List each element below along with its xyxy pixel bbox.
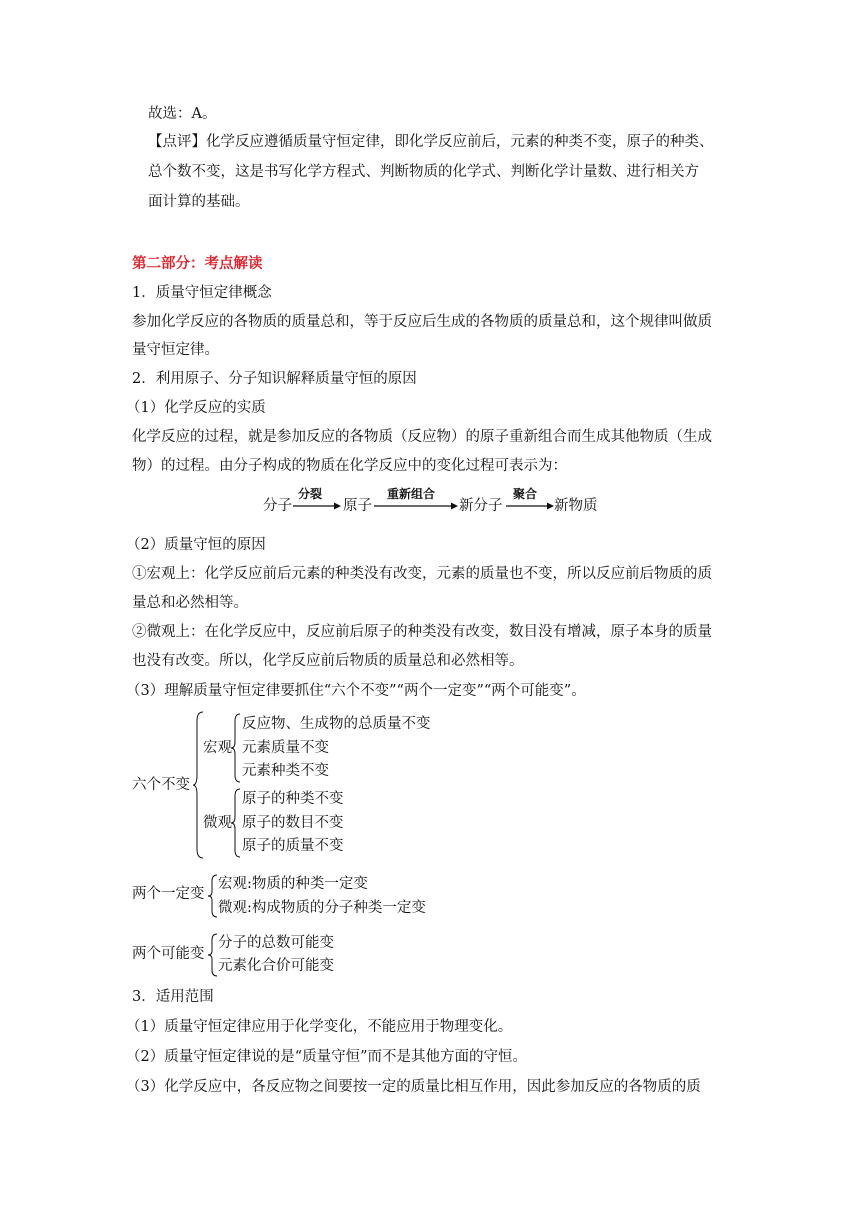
two-may-item-1: 分子的总数可能变: [218, 935, 334, 951]
macro-item-1: 反应物、生成物的总质量不变: [242, 716, 431, 732]
sub-heading-1: （1）化学反应的实质: [126, 400, 266, 416]
micro-item-1: 原子的种类不变: [242, 791, 344, 807]
heading-1: 1．质量守恒定律概念: [132, 285, 272, 301]
comment-line-1: 【点评】化学反应遵循质量守恒定律，即化学反应前后，元素的种类不变，原子的种类、: [148, 134, 714, 150]
two-must-change-label: 两个一定变: [132, 886, 205, 902]
two-may-change-label: 两个可能变: [132, 946, 205, 962]
para-2-line-1: 化学反应的过程，就是参加反应的各物质（反应物）的原子重新组合而生成其他物质（生成: [132, 429, 712, 445]
micro-item-3: 原子的质量不变: [242, 838, 344, 854]
section-title: 第二部分：考点解读: [132, 255, 263, 272]
macro-line-2: 量总和必然相等。: [132, 595, 248, 611]
sub-heading-3: （3）理解质量守恒定律要抓住“六个不变”“两个一定变”“两个可能变”。: [126, 683, 586, 699]
sub-heading-2: （2）质量守恒的原因: [126, 537, 266, 553]
two-may-change-brace: [208, 933, 218, 977]
para-1-line-1: 参加化学反应的各物质的质量总和，等于反应后生成的各物质的质量总和，这个规律叫做质: [132, 314, 712, 330]
macro-brace: [231, 713, 241, 783]
heading-2: 2．利用原子、分子知识解释质量守恒的原因: [132, 371, 417, 387]
flow-arrow-2: [373, 499, 459, 513]
macro-line-1: ①宏观上：化学反应前后元素的种类没有改变，元素的质量也不变，所以反应前后物质的质: [132, 566, 712, 582]
micro-label: 微观: [203, 815, 232, 831]
micro-line-1: ②微观上：在化学反应中，反应前后原子的种类没有改变，数目没有增减，原子本身的质量: [132, 624, 712, 640]
heading-3: 3．适用范围: [132, 989, 214, 1005]
two-may-item-2: 元素化合价可能变: [218, 958, 334, 974]
comment-line-2: 总个数不变，这是书写化学方程式、判断物质的化学式、判断化学计量数、进行相关方: [148, 164, 699, 180]
two-must-item-2: 微观:构成物质的分子种类一定变: [218, 900, 426, 916]
six-unchanged-label: 六个不变: [132, 777, 190, 793]
para-1-line-2: 量守恒定律。: [132, 342, 219, 358]
flow-arrow-3: [505, 499, 555, 513]
flow-node-atom: 原子: [343, 498, 372, 514]
macro-item-2: 元素质量不变: [242, 740, 329, 756]
flow-arrow-label-split: 分裂: [298, 487, 323, 501]
two-must-change-brace: [208, 874, 218, 918]
macro-label: 宏观: [203, 740, 232, 756]
answer-line: 故选：A。: [148, 106, 217, 122]
macro-item-3: 元素种类不变: [242, 763, 329, 779]
micro-line-2: 也没有改变。所以，化学反应前后物质的质量总和必然相等。: [132, 653, 524, 669]
range-item-3: （3）化学反应中，各反应物之间要按一定的质量比相互作用，因此参加反应的各物质的质: [126, 1079, 701, 1095]
range-item-2: （2）质量守恒定律说的是“质量守恒”而不是其他方面的守恒。: [126, 1049, 528, 1065]
comment-line-3: 面计算的基础。: [148, 194, 250, 210]
two-must-item-1: 宏观:物质的种类一定变: [218, 876, 368, 892]
flow-node-molecule: 分子: [263, 498, 292, 514]
flow-arrow-label-aggregate: 聚合: [513, 487, 538, 501]
flow-node-new-substance: 新物质: [554, 498, 598, 514]
micro-brace: [231, 788, 241, 858]
range-item-1: （1）质量守恒定律应用于化学变化，不能应用于物理变化。: [126, 1019, 513, 1035]
flow-arrow-1: [292, 499, 342, 513]
flow-node-new-molecule: 新分子: [459, 498, 503, 514]
para-2-line-2: 物）的过程。由分子构成的物质在化学反应中的变化过程可表示为：: [132, 458, 567, 474]
flow-arrow-label-recombine: 重新组合: [387, 487, 436, 501]
micro-item-2: 原子的数目不变: [242, 815, 344, 831]
six-unchanged-brace: [193, 711, 205, 859]
